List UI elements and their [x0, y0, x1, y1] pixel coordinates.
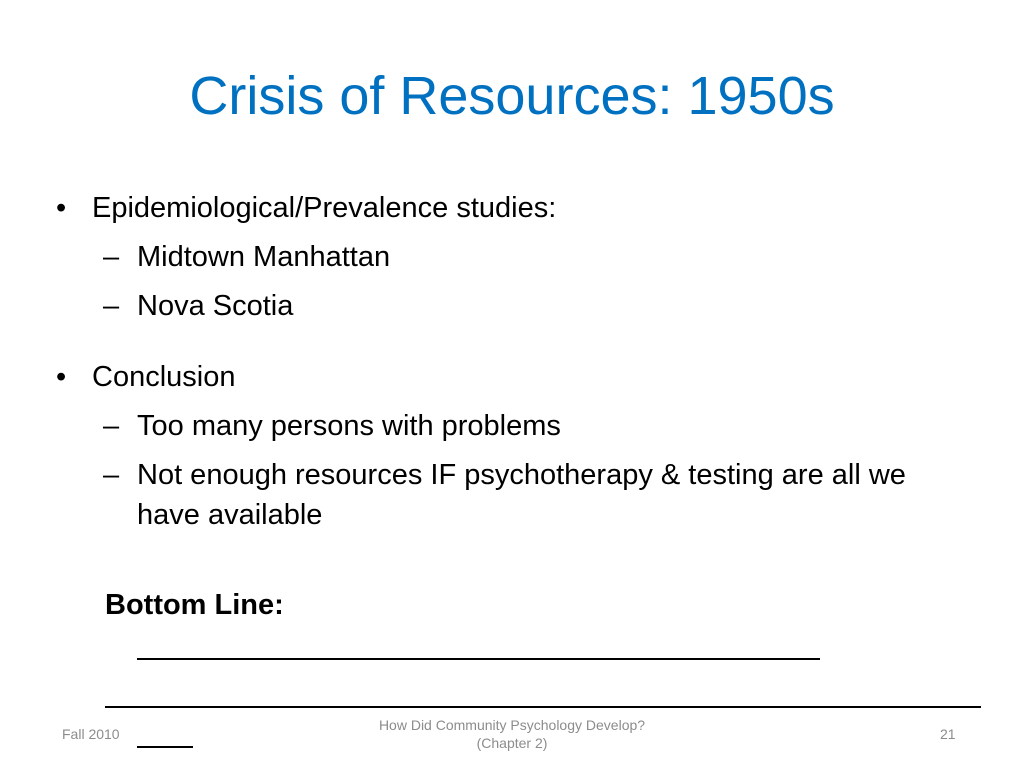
bullet-marker: • — [56, 361, 67, 393]
bottom-line-label: Bottom Line: — [105, 589, 284, 621]
footer-title: How Did Community Psychology Develop? (Chapter 2) — [378, 717, 646, 751]
bullet-group-conclusion — [56, 357, 966, 535]
dash-marker: – — [103, 241, 120, 273]
sub-bullet-text: Midtown Manhattan — [137, 241, 391, 273]
blank-line-2 — [105, 706, 981, 708]
bullet-item — [56, 188, 966, 228]
sub-bullet-text: Nova Scotia — [137, 290, 294, 322]
dash-marker: – — [103, 459, 120, 491]
sub-bullet-item — [56, 455, 966, 535]
footer-date: Fall 2010 — [62, 726, 120, 742]
slide-number: 21 — [940, 726, 956, 742]
sub-bullet-text: Too many persons with problems — [137, 410, 561, 442]
sub-bullet-text: Not enough resources IF psychotherapy & testing are all we have available — [137, 459, 906, 531]
slide-body — [56, 188, 966, 535]
sub-bullet-item — [56, 237, 966, 277]
dash-marker: – — [103, 410, 120, 442]
bullet-group-epidemiological — [56, 188, 966, 326]
blank-line-1 — [137, 658, 820, 660]
bullet-text: Epidemiological/Prevalence studies: — [92, 192, 557, 224]
blank-line-3 — [137, 746, 193, 748]
bullet-text: Conclusion — [92, 361, 236, 393]
sub-bullet-item — [56, 406, 966, 446]
dash-marker: – — [103, 290, 120, 322]
bullet-marker: • — [56, 192, 67, 224]
bullet-item — [56, 357, 966, 397]
sub-bullet-item — [56, 286, 966, 326]
slide-title: Crisis of Resources: 1950s — [189, 66, 835, 126]
